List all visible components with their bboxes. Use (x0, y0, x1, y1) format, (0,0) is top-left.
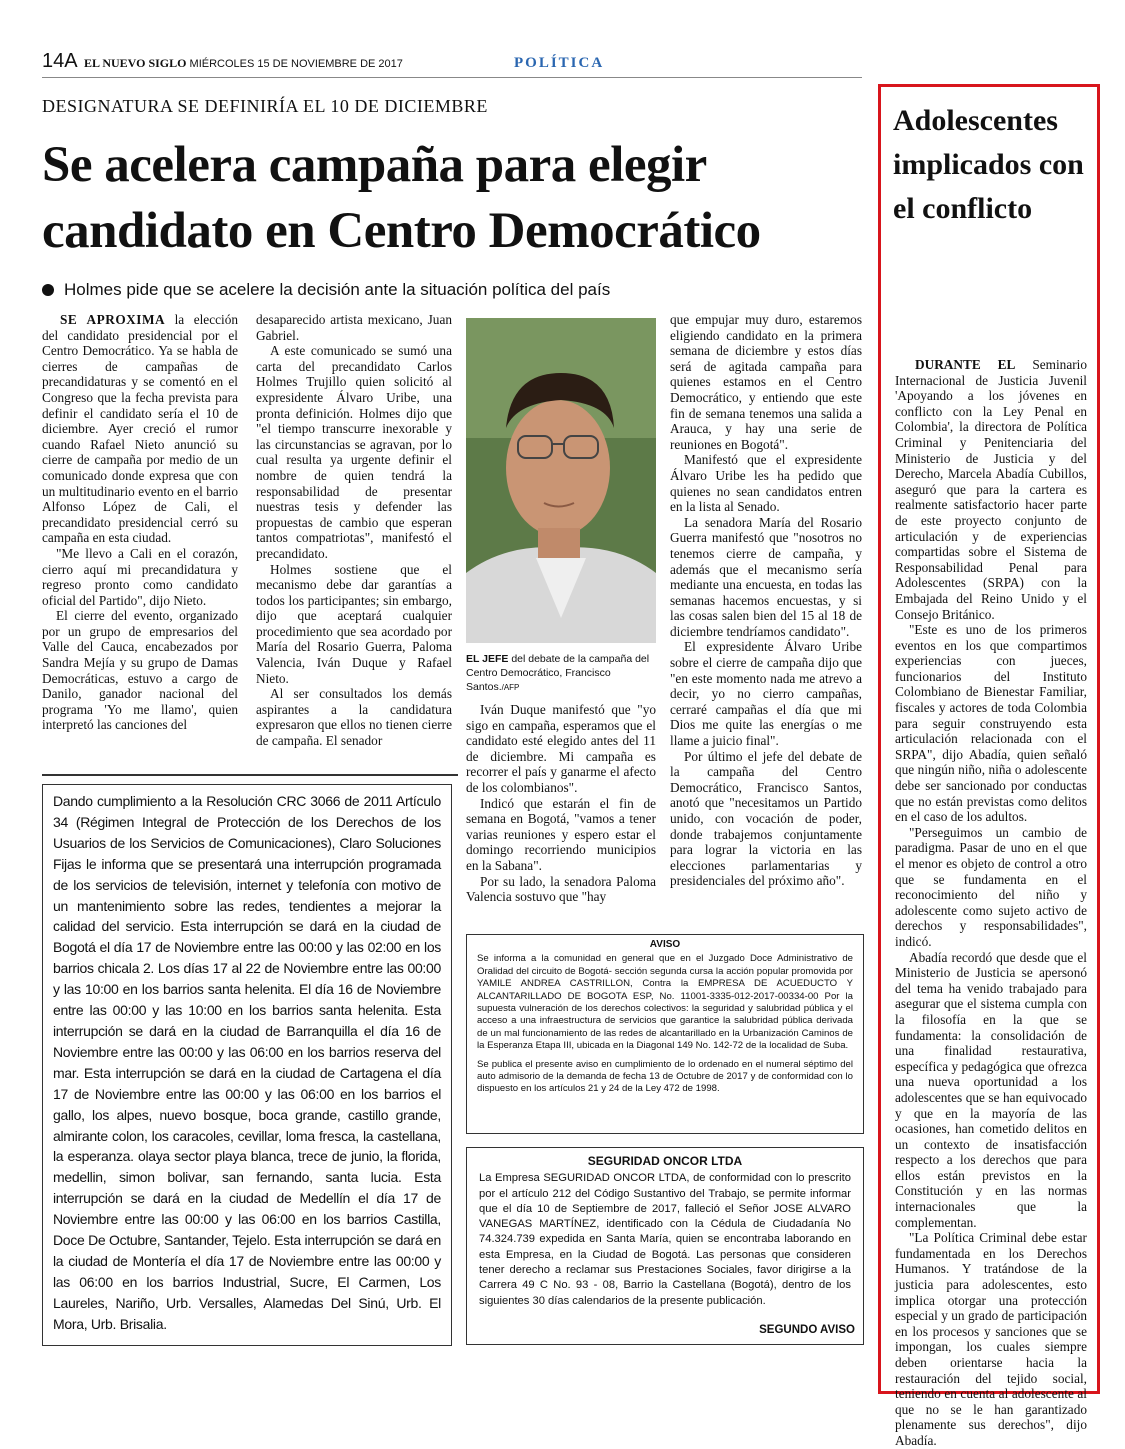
masthead (84, 56, 403, 71)
legal-notice-title: AVISO (649, 939, 681, 950)
page-number: 14A (42, 50, 78, 72)
column-paragraph: El expresidente Álvaro Uribe sobre el cierre de campaña dijo que "en este momento nada me atrevo a decir, yo no cierro campañas, cerraré campañas el día que mi Dios me quite las energías o me llame a juicio final". (670, 639, 862, 749)
column-paragraph: SE APROXIMA la elección del candidato presidencial por el Centro Democrático. Ya se habla de cierres de campañas de precandidaturas y se comentó en el Congreso que la fecha prevista para definir el candidato sería el 10 de diciembre. Ayer creció el rumor cuando Rafael Nieto anunció su cierre de campaña por medio de un comunicado donde expresa que con un multitudinario evento en el barrio Alfonso López de Cali, el precandidato presidencial cerró su campaña en esta ciudad. (42, 312, 238, 546)
column-paragraph: Iván Duque manifestó que "yo sigo en campaña, esperamos que el candidato esté elegido antes del 11 de diciembre. Mi campaña es recorrer el país y ganarme el afecto de los colombianos". (466, 702, 656, 795)
bullet-icon (42, 284, 54, 296)
sidebar-paragraph: "La Política Criminal debe estar fundamentada en los Derechos Humanos. Y tratándose de la justicia para adolescentes, esto implica otorgar una protección especial y un grado de participación en los procesos y sanciones que se impongan, los cuales siempre deben orientarse hacia la restauración del tejido social, teniendo en cuenta al adolescente al que no se le han garantizado plenamente sus derechos", dijo Abadía. (895, 1230, 1087, 1448)
column-paragraph: La senadora María del Rosario Guerra manifestó que "nosotros no tenemos cierre de campaña, y además que el mecanismo sería mediante una encuesta, en todas las semanas hacemos encuestas, y si las cosas salen bien del 15 al 18 de diciembre tendríamos candidato". (670, 514, 862, 639)
sidebar-lead-in: DURANTE EL (915, 357, 1016, 372)
sidebar-headline: Adolescentes implicados con el conflicto (893, 104, 1084, 225)
company-notice-footer: SEGUNDO AVISO (759, 1323, 855, 1336)
sidebar-paragraph: Abadía recordó que desde que el Ministerio de Justicia se apersonó del tema ha venido trabajado para asegurar que el sistema cumpla con la filosofía en la que se fundamenta: la consolidación de una finalidad restaurativa, específica y pedagógica que ofrezca una nueva oportunidad a los adolescentes que se han equivocado y que en la mayoría de las ocasiones, han cometido delitos en un contexto de insatisfacción respecto a los derechos que para ellos están previstos en la Constitución y en las normas internacionales que la complementan. (895, 949, 1087, 1230)
column-paragraph: Manifestó que el expresidente Álvaro Uribe les ha pedido que quienes no sean candidatos entren en la lista al Senado. (670, 452, 862, 515)
article-column-3 (466, 702, 656, 905)
company-notice-title: SEGURIDAD ONCOR LTDA (587, 1154, 743, 1168)
column-paragraph: Indicó que estarán el fin de semana en Bogotá, "vamos a tener varias reuniones y espero estar el domingo recorriendo municipios en la Sabana". (466, 795, 656, 873)
paper-name: EL NUEVO SIGLO (84, 56, 187, 70)
caption-lead: EL JEFE (466, 653, 509, 665)
service-interruption-notice: Dando cumplimiento a la Resolución CRC 3066 de 2011 Artículo 34 (Régimen Integral de Protección de los Derechos de los Usuarios de los Servicios de Comunicaciones), Claro Soluciones Fijas le informa que se presentará una interrupción programada de los servicios de televisión, internet y telefonía con motivo de un mantenimiento sobre las redes, tendientes a mejorar la calidad del servicio. Esta interrupción se dará en la ciudad de Bogotá el día 17 de Noviembre entre las 00:00 y las 02:00 en los barrios chicala 2. Los días 17 al 22 de Noviembre entre las 00:00 y las 10:00 en los barrios santa helenita. El día 16 de Noviembre entre las 00:00 y las 10:00 en los barrios santa helenita. Esta interrupción se dará en la ciudad de Barranquilla el día 16 de Noviembre entre las 00:00 y las 06:00 en los barrios reserva del mar. Esta interrupción se dará en la ciudad de Cartagena el día 17 de Noviembre entre las 00:00 y las 06:00 en los barrios el gallo, los alpes, nuevo bosque, boca grande, castillo grande, almirante colon, los caracoles, cevillar, loma fresca, la castellana, la esperanza. olaya sector playa blanca, trece de junio, la florida, medellin, simon bolivar, san fernando, santa lucia. Esta interrupción se dará en la ciudad de Medellín el día 17 de Noviembre entre las 00:00 y las 06:00 en los barrios Castilla, Doce De Octubre, Santander, Tejelo. Esta interrupción se dará en la ciudad de Montería el día 17 de Noviembre entre las 00:00 y las 06:00 en los barrios Industrial, Sucre, El Carmen, Los Laureles, Nariño, Urb. Versalles, Alamedas Del Sinú, Urb. El Mora, Urb. Brisalia. (42, 784, 452, 1346)
column-paragraph: Por su lado, la senadora Paloma Valencia sostuvo que "hay (466, 873, 656, 905)
legal-notice-box (466, 934, 864, 1134)
article-kicker: DESIGNATURA SE DEFINIRÍA EL 10 DE DICIEMBRE (42, 96, 488, 116)
article-column-4 (670, 312, 862, 889)
portrait-image (466, 318, 656, 643)
legal-notice-paragraph: Se publica el presente aviso en cumplimiento de lo ordenado en el numeral séptimo del auto admisorio de la demanda de fecha 13 de Octubre de 2017 y de conformidad con lo dispuesto en los artículos 21 y 24 de la Ley 472 de 1998. (477, 1058, 853, 1095)
company-notice-text: La Empresa SEGURIDAD ONCOR LTDA, de conformidad con lo prescrito por el artículo 212 del Código Sustantivo del Trabajo, se permite informar que el día 10 de Septiembre de 2017, falleció el Señor JOSE ALVARO VANEGAS MARTÍNEZ, identificado con la Cédula de Ciudadanía No 74.324.739 expedida en Santa María, quien se encontraba laborando en esta Empresa, en la Ciudad de Bogotá. Las personas que consideren tener derecho a reclamar sus Prestaciones Sociales, favor dirigirse a la Carrera 49 C No. 93 - 08, Barrio la Castellana (Bogotá), dentro de los siguientes 30 días calendarios de la presente publicación. (479, 1172, 851, 1307)
page-header (42, 50, 862, 80)
column-paragraph: "Me llevo a Cali en el corazón, cierro aquí mi precandidatura y regreso pronto como candidato oficial del Partido", dijo Nieto. (42, 545, 238, 608)
article-column-1 (42, 312, 238, 733)
column-paragraph: Al ser consultados los demás aspirantes a la candidatura expresaron que ellos no tienen cierre de campaña. El senador (256, 686, 452, 749)
column-paragraph: que empujar muy duro, estaremos eligiendo candidato en la primera semana de diciembre y estos días será de agitada campaña para quienes estamos en el Centro Democrático, y entiendo que este fin de semana tenemos una salida a Arauca, y hay una serie de reuniones en Bogotá". (670, 312, 862, 452)
column-paragraph: El cierre del evento, organizado por un grupo de empresarios del Valle del Cauca, encabezados por Sandra Mejía y su grupo de Damas Democráticas, estuvo a cargo de Danilo, ganador nacional del programa 'Yo me llamo', quien interpretó las canciones del (42, 608, 238, 733)
section-divider (42, 774, 458, 776)
legal-notice-paragraph: Se informa a la comunidad en general que en el Juzgado Doce Administrativo de Oralidad del circuito de Bogotá- sección segunda cursa la acción popular promovida por YAMILE ANDREA CASTRILLON, Contra la EMPRESA DE ACUEDUCTO Y ALCANTARILLADO DE BOGOTA ESP, No. 11001-3335-012-2017-00334-00 Por la supuesta vulneración de los derechos colectivos: la seguridad y salubridad pública y el acceso a una infraestructura de servicios que garantice la salubridad pública derivada de un mal funcionamiento de las redes de alcantarillado en la Urbanización Caminos de la Esperanza Etapa III, ubicada en la Diagonal 149 No. 142-72 de la localidad de Suba. (477, 953, 853, 1052)
caption-text: del debate de la campaña del Centro Democrático, Francisco Santos. (466, 653, 650, 693)
article-column-2 (256, 312, 452, 749)
header-rule (42, 77, 862, 78)
sidebar-paragraph: "Este es uno de los primeros eventos en los que compartimos experiencias con jueces, funcionarios del Instituto Colombiano de Bienestar Familiar, fiscales y actores de toda Colombia para seguir construyendo esta articulación relacionada con el SRPA", dijo Abadía, quien señaló que ningún niño, niña o adolescente debe ser sancionado por conductas que no están previstas como delitos en el caso de los adultos. (895, 622, 1087, 825)
column-paragraph: desaparecido artista mexicano, Juan Gabriel. (256, 312, 452, 343)
column-paragraph: Holmes sostiene que el mecanismo debe dar garantías a todos los participantes; sin embargo, dijo que aceptará cualquier procedimiento que sea acordado por María del Rosario Guerra, Paloma Valencia, Iván Duque y Rafael Nieto. (256, 561, 452, 686)
column-paragraph: A este comunicado se sumó una carta del precandidato Carlos Holmes Trujillo quien solicitó al expresidente Álvaro Uribe, una pronta definición. Holmes dijo que "el tiempo transcurre inexorable y las circunstancias se agravan, por lo cual resulta ya urgente definir el nombre de quien tendrá la responsabilidad de presentar nuestras tesis y defender las propuestas de cambio que esperan tantos compatriotas", manifestó el precandidato. (256, 343, 452, 561)
sidebar-paragraph: "Perseguimos un cambio de paradigma. Pasar de uno en el que el menor es objeto de control a otro que se fundamenta en el reconocimiento del niño y adolescente como sujeto activo de derechos y responsabilidades", indicó. (895, 824, 1087, 949)
column-paragraph: Por último el jefe del debate de la campaña del Centro Democrático, Francisco Santos, anotó que "necesitamos un Partido unido, con vocación de poder, donde trabajemos conjuntamente para lograr la victoria en las elecciones parlamentarias y presidenciales del próximo año". (670, 748, 862, 889)
sidebar-paragraph: DURANTE EL Seminario Internacional de Justicia Juvenil 'Apoyando a los jóvenes en conflicto con la Ley Penal en Colombia', la directora de Política Criminal y Penitenciaria del Ministerio de Justicia y del Derecho, Marcela Abadía Cubillos, aseguró que para la cartera es realmente satisfactorio hacer parte de este proyecto conjunto de articulación y de experiencias compartidas sobre el Sistema de Responsabilidad Penal para Adolescentes (SRPA) con la Embajada del Reino Unido y el Consejo Británico. (895, 357, 1087, 622)
sidebar-body (895, 357, 1087, 1449)
issue-date: MIÉRCOLES 15 DE NOVIEMBRE DE 2017 (189, 58, 403, 70)
sidebar-article (878, 84, 1100, 1448)
subhead-text: Holmes pide que se acelere la decisión ante la situación política del país (64, 280, 611, 299)
lead-in: SE APROXIMA (60, 312, 166, 327)
photo-caption (466, 652, 656, 695)
company-notice-box (466, 1147, 864, 1345)
photo-credit: /AFP (501, 683, 520, 692)
article-photo (466, 318, 656, 643)
article-headline: Se acelera campaña para elegir candidato en Centro Democrático (42, 137, 761, 260)
article-subhead (42, 280, 610, 300)
section-label: POLÍTICA (514, 55, 605, 71)
